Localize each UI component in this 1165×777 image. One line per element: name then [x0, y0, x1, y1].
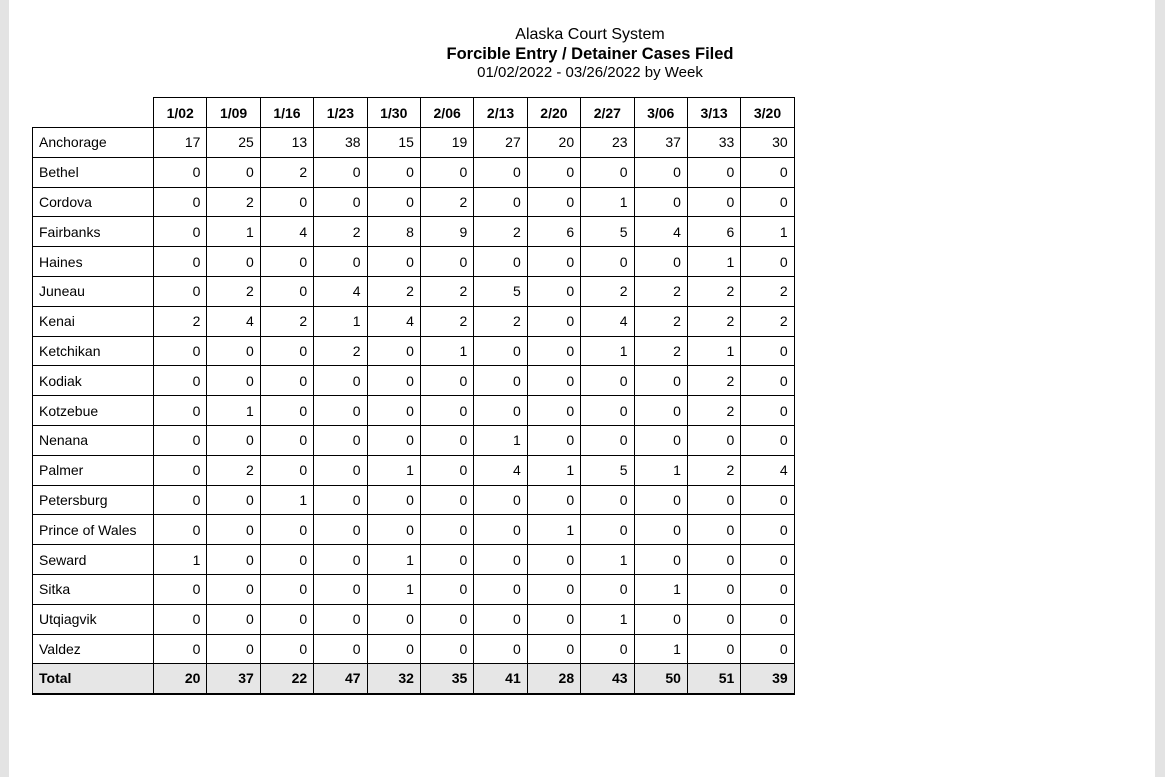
count-cell: 0 [527, 396, 580, 426]
table-header-row [33, 98, 795, 128]
count-cell: 0 [581, 396, 634, 426]
count-cell: 0 [474, 574, 527, 604]
count-cell: 0 [260, 276, 313, 306]
week-header: 2/27 [581, 98, 634, 128]
count-cell: 2 [634, 276, 687, 306]
total-cell: 37 [207, 664, 260, 694]
count-cell: 4 [314, 276, 367, 306]
count-cell: 4 [260, 217, 313, 247]
count-cell: 0 [527, 187, 580, 217]
count-cell: 0 [687, 604, 740, 634]
week-header: 2/13 [474, 98, 527, 128]
count-cell: 4 [367, 306, 420, 336]
count-cell: 0 [260, 574, 313, 604]
count-cell: 0 [314, 157, 367, 187]
count-cell: 0 [154, 485, 207, 515]
total-cell: 51 [687, 664, 740, 694]
count-cell: 0 [474, 634, 527, 664]
count-cell: 0 [314, 366, 367, 396]
count-cell: 0 [687, 187, 740, 217]
count-cell: 2 [420, 306, 473, 336]
count-cell: 0 [581, 485, 634, 515]
week-header: 2/06 [420, 98, 473, 128]
table-row [33, 336, 795, 366]
count-cell: 4 [207, 306, 260, 336]
count-cell: 0 [367, 396, 420, 426]
count-cell: 0 [314, 485, 367, 515]
count-cell: 0 [420, 455, 473, 485]
count-cell: 0 [420, 485, 473, 515]
count-cell: 0 [314, 187, 367, 217]
count-cell: 0 [687, 425, 740, 455]
week-header: 3/13 [687, 98, 740, 128]
count-cell: 0 [474, 515, 527, 545]
table-row [33, 128, 795, 158]
count-cell: 0 [207, 604, 260, 634]
count-cell: 0 [527, 485, 580, 515]
count-cell: 1 [581, 187, 634, 217]
count-cell: 0 [154, 217, 207, 247]
count-cell: 0 [634, 247, 687, 277]
count-cell: 1 [260, 485, 313, 515]
count-cell: 0 [741, 247, 794, 277]
count-cell: 0 [527, 366, 580, 396]
count-cell: 0 [687, 574, 740, 604]
count-cell: 0 [260, 425, 313, 455]
location-name: Valdez [33, 634, 154, 664]
count-cell: 23 [581, 128, 634, 158]
count-cell: 0 [367, 634, 420, 664]
count-cell: 2 [367, 276, 420, 306]
count-cell: 0 [741, 515, 794, 545]
count-cell: 0 [474, 157, 527, 187]
table-row [33, 396, 795, 426]
count-cell: 2 [420, 187, 473, 217]
count-cell: 0 [687, 545, 740, 575]
total-cell: 35 [420, 664, 473, 694]
count-cell: 0 [527, 425, 580, 455]
count-cell: 0 [154, 455, 207, 485]
count-cell: 2 [687, 396, 740, 426]
table-body [33, 128, 795, 694]
week-header: 1/30 [367, 98, 420, 128]
table-row [33, 604, 795, 634]
count-cell: 0 [474, 247, 527, 277]
count-cell: 1 [527, 515, 580, 545]
location-name: Palmer [33, 455, 154, 485]
count-cell: 0 [207, 366, 260, 396]
count-cell: 0 [420, 574, 473, 604]
table-row [33, 217, 795, 247]
count-cell: 1 [367, 545, 420, 575]
count-cell: 1 [474, 425, 527, 455]
count-cell: 0 [527, 276, 580, 306]
count-cell: 0 [314, 515, 367, 545]
count-cell: 0 [474, 396, 527, 426]
count-cell: 0 [420, 515, 473, 545]
count-cell: 6 [527, 217, 580, 247]
count-cell: 4 [581, 306, 634, 336]
count-cell: 0 [741, 574, 794, 604]
count-cell: 0 [367, 515, 420, 545]
count-cell: 0 [527, 604, 580, 634]
total-cell: 47 [314, 664, 367, 694]
count-cell: 0 [741, 545, 794, 575]
count-cell: 0 [420, 545, 473, 575]
count-cell: 0 [474, 336, 527, 366]
count-cell: 5 [581, 217, 634, 247]
count-cell: 0 [314, 604, 367, 634]
location-name: Seward [33, 545, 154, 575]
count-cell: 0 [420, 396, 473, 426]
count-cell: 2 [314, 336, 367, 366]
count-cell: 0 [260, 366, 313, 396]
count-cell: 0 [474, 485, 527, 515]
total-cell: 32 [367, 664, 420, 694]
location-name: Utqiagvik [33, 604, 154, 634]
count-cell: 0 [207, 634, 260, 664]
count-cell: 2 [314, 217, 367, 247]
count-cell: 1 [314, 306, 367, 336]
count-cell: 2 [420, 276, 473, 306]
table-row [33, 157, 795, 187]
week-header: 1/23 [314, 98, 367, 128]
table-row [33, 515, 795, 545]
count-cell: 1 [687, 247, 740, 277]
total-label: Total [33, 664, 154, 694]
count-cell: 0 [527, 634, 580, 664]
count-cell: 0 [581, 247, 634, 277]
location-name: Anchorage [33, 128, 154, 158]
location-name: Kotzebue [33, 396, 154, 426]
count-cell: 0 [420, 247, 473, 277]
count-cell: 0 [154, 515, 207, 545]
count-cell: 0 [207, 157, 260, 187]
count-cell: 17 [154, 128, 207, 158]
count-cell: 0 [260, 396, 313, 426]
count-cell: 1 [687, 336, 740, 366]
count-cell: 0 [741, 187, 794, 217]
report-header [9, 25, 1165, 82]
location-name: Sitka [33, 574, 154, 604]
count-cell: 0 [260, 634, 313, 664]
count-cell: 1 [581, 336, 634, 366]
count-cell: 0 [260, 187, 313, 217]
count-cell: 1 [634, 634, 687, 664]
count-cell: 1 [741, 217, 794, 247]
count-cell: 5 [581, 455, 634, 485]
count-cell: 0 [367, 187, 420, 217]
total-cell: 43 [581, 664, 634, 694]
count-cell: 0 [314, 396, 367, 426]
location-name: Ketchikan [33, 336, 154, 366]
count-cell: 4 [634, 217, 687, 247]
count-cell: 38 [314, 128, 367, 158]
count-cell: 0 [314, 574, 367, 604]
table-row [33, 574, 795, 604]
count-cell: 2 [741, 276, 794, 306]
report-organization: Alaska Court System [515, 26, 665, 43]
count-cell: 1 [420, 336, 473, 366]
count-cell: 0 [207, 574, 260, 604]
count-cell: 0 [741, 485, 794, 515]
location-name: Nenana [33, 425, 154, 455]
count-cell: 1 [207, 217, 260, 247]
count-cell: 0 [741, 366, 794, 396]
total-cell: 20 [154, 664, 207, 694]
count-cell: 0 [634, 366, 687, 396]
count-cell: 2 [207, 455, 260, 485]
count-cell: 0 [207, 425, 260, 455]
count-cell: 0 [154, 157, 207, 187]
count-cell: 0 [367, 336, 420, 366]
count-cell: 0 [260, 515, 313, 545]
count-cell: 2 [687, 276, 740, 306]
table-row [33, 187, 795, 217]
count-cell: 9 [420, 217, 473, 247]
count-cell: 0 [260, 455, 313, 485]
count-cell: 0 [634, 396, 687, 426]
table-row [33, 545, 795, 575]
count-cell: 5 [474, 276, 527, 306]
count-cell: 1 [207, 396, 260, 426]
count-cell: 2 [634, 306, 687, 336]
count-cell: 0 [474, 366, 527, 396]
count-cell: 0 [527, 545, 580, 575]
count-cell: 2 [581, 276, 634, 306]
count-cell: 0 [154, 276, 207, 306]
count-cell: 0 [474, 545, 527, 575]
count-cell: 0 [474, 604, 527, 634]
count-cell: 2 [634, 336, 687, 366]
count-cell: 0 [420, 157, 473, 187]
count-cell: 0 [367, 485, 420, 515]
count-cell: 0 [154, 247, 207, 277]
count-cell: 1 [634, 455, 687, 485]
total-cell: 28 [527, 664, 580, 694]
count-cell: 19 [420, 128, 473, 158]
count-cell: 0 [420, 425, 473, 455]
count-cell: 0 [581, 425, 634, 455]
count-cell: 0 [581, 574, 634, 604]
count-cell: 0 [527, 306, 580, 336]
table-row [33, 306, 795, 336]
count-cell: 0 [687, 515, 740, 545]
location-name: Cordova [33, 187, 154, 217]
count-cell: 0 [367, 247, 420, 277]
count-cell: 33 [687, 128, 740, 158]
table-row [33, 366, 795, 396]
report-title: Forcible Entry / Detainer Cases Filed [446, 45, 734, 63]
location-name: Juneau [33, 276, 154, 306]
count-cell: 8 [367, 217, 420, 247]
count-cell: 0 [527, 574, 580, 604]
count-cell: 0 [741, 336, 794, 366]
count-cell: 0 [741, 425, 794, 455]
location-name: Fairbanks [33, 217, 154, 247]
count-cell: 0 [420, 604, 473, 634]
count-cell: 0 [527, 157, 580, 187]
count-cell: 0 [581, 366, 634, 396]
count-cell: 4 [741, 455, 794, 485]
count-cell: 0 [367, 425, 420, 455]
count-cell: 0 [474, 187, 527, 217]
count-cell: 0 [154, 366, 207, 396]
table-corner-cell [33, 98, 154, 128]
table-row [33, 276, 795, 306]
count-cell: 0 [687, 157, 740, 187]
count-cell: 0 [634, 545, 687, 575]
week-header: 3/06 [634, 98, 687, 128]
count-cell: 0 [367, 604, 420, 634]
count-cell: 27 [474, 128, 527, 158]
count-cell: 0 [420, 366, 473, 396]
count-cell: 0 [367, 366, 420, 396]
count-cell: 0 [634, 187, 687, 217]
count-cell: 0 [527, 336, 580, 366]
count-cell: 0 [260, 604, 313, 634]
count-cell: 0 [154, 336, 207, 366]
count-cell: 0 [314, 455, 367, 485]
week-header: 1/16 [260, 98, 313, 128]
location-name: Petersburg [33, 485, 154, 515]
count-cell: 2 [741, 306, 794, 336]
table-row [33, 634, 795, 664]
count-cell: 0 [314, 634, 367, 664]
count-cell: 0 [154, 574, 207, 604]
count-cell: 2 [687, 366, 740, 396]
count-cell: 0 [367, 157, 420, 187]
count-cell: 0 [741, 604, 794, 634]
count-cell: 0 [581, 157, 634, 187]
count-cell: 0 [314, 425, 367, 455]
count-cell: 0 [260, 545, 313, 575]
total-row [33, 664, 795, 694]
count-cell: 25 [207, 128, 260, 158]
count-cell: 2 [260, 157, 313, 187]
count-cell: 0 [581, 634, 634, 664]
count-cell: 4 [474, 455, 527, 485]
count-cell: 1 [527, 455, 580, 485]
count-cell: 0 [741, 157, 794, 187]
count-cell: 1 [581, 604, 634, 634]
count-cell: 0 [581, 515, 634, 545]
count-cell: 0 [687, 634, 740, 664]
count-cell: 2 [207, 187, 260, 217]
table-row [33, 485, 795, 515]
location-name: Kodiak [33, 366, 154, 396]
total-cell: 39 [741, 664, 794, 694]
total-cell: 41 [474, 664, 527, 694]
count-cell: 0 [207, 515, 260, 545]
count-cell: 0 [154, 604, 207, 634]
count-cell: 15 [367, 128, 420, 158]
count-cell: 0 [207, 485, 260, 515]
count-cell: 0 [154, 396, 207, 426]
count-cell: 0 [207, 545, 260, 575]
count-cell: 1 [367, 455, 420, 485]
count-cell: 0 [634, 515, 687, 545]
total-cell: 50 [634, 664, 687, 694]
count-cell: 2 [687, 306, 740, 336]
total-cell: 22 [260, 664, 313, 694]
count-cell: 0 [314, 247, 367, 277]
count-cell: 0 [154, 425, 207, 455]
count-cell: 13 [260, 128, 313, 158]
count-cell: 2 [474, 217, 527, 247]
table-row [33, 455, 795, 485]
location-name: Bethel [33, 157, 154, 187]
count-cell: 1 [634, 574, 687, 604]
report-date-range: 01/02/2022 - 03/26/2022 by Week [477, 64, 703, 81]
count-cell: 0 [420, 634, 473, 664]
week-header: 1/02 [154, 98, 207, 128]
cases-table [32, 97, 795, 695]
count-cell: 0 [207, 336, 260, 366]
count-cell: 2 [207, 276, 260, 306]
count-cell: 37 [634, 128, 687, 158]
count-cell: 2 [687, 455, 740, 485]
location-name: Kenai [33, 306, 154, 336]
count-cell: 0 [687, 485, 740, 515]
count-cell: 0 [634, 425, 687, 455]
count-cell: 0 [207, 247, 260, 277]
count-cell: 1 [367, 574, 420, 604]
count-cell: 2 [474, 306, 527, 336]
count-cell: 0 [154, 634, 207, 664]
table-row [33, 425, 795, 455]
week-header: 3/20 [741, 98, 794, 128]
count-cell: 30 [741, 128, 794, 158]
count-cell: 0 [634, 604, 687, 634]
count-cell: 0 [527, 247, 580, 277]
count-cell: 1 [154, 545, 207, 575]
week-header: 2/20 [527, 98, 580, 128]
table-row [33, 247, 795, 277]
count-cell: 0 [314, 545, 367, 575]
location-name: Haines [33, 247, 154, 277]
count-cell: 1 [581, 545, 634, 575]
count-cell: 0 [154, 187, 207, 217]
count-cell: 0 [634, 157, 687, 187]
count-cell: 0 [741, 634, 794, 664]
count-cell: 2 [260, 306, 313, 336]
count-cell: 6 [687, 217, 740, 247]
count-cell: 0 [741, 396, 794, 426]
document-page [9, 0, 1155, 777]
count-cell: 0 [260, 247, 313, 277]
week-header: 1/09 [207, 98, 260, 128]
count-cell: 0 [634, 485, 687, 515]
count-cell: 20 [527, 128, 580, 158]
location-name: Prince of Wales [33, 515, 154, 545]
count-cell: 2 [154, 306, 207, 336]
count-cell: 0 [260, 336, 313, 366]
